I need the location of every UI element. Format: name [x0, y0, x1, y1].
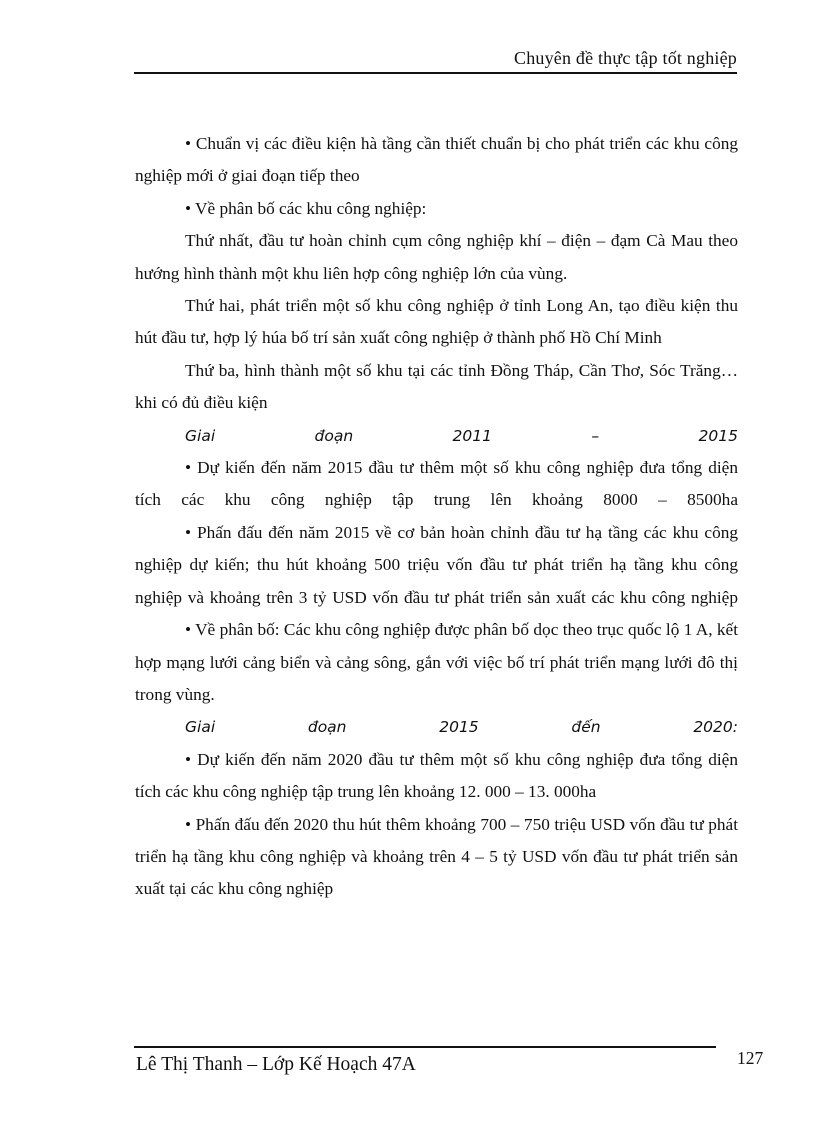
footer-divider — [134, 1046, 716, 1048]
paragraph-7: • Dự kiến đến năm 2015 đầu tư thêm một số khu công nghiệp đưa tổng diện tích các khu công nghiệp tập trung lên khoảng 8000 – 8500ha — [135, 458, 738, 510]
paragraph-3: Thứ nhất, đầu tư hoàn chỉnh cụm công nghiệp khí – điện – đạm Cà Mau theo hướng hình thành một khu liên hợp công nghiệp lớn của vùng. — [135, 231, 738, 283]
period-heading-2015-2020: Giai đoạn 2015 đến 2020: — [185, 718, 738, 737]
paragraph-12: • Phấn đấu đến 2020 thu hút thêm khoảng 700 – 750 triệu USD vốn đầu tư phát triển hạ tầng khu công nghiệp và khoảng trên 4 – 5 tỷ USD vốn đầu tư phát triển sản xuất tại các khu công nghiệp — [135, 814, 738, 899]
paragraph-2: • Về phân bố các khu công nghiệp: — [185, 198, 427, 218]
paragraph-11: • Dự kiến đến năm 2020 đầu tư thêm một số khu công nghiệp đưa tổng diện tích các khu công nghiệp tập trung lên khoảng 12. 000 – 13. 000ha — [135, 749, 738, 802]
paragraph-4: Thứ hai, phát triển một số khu công nghiệp ở tỉnh Long An, tạo điều kiện thu hút đầu tư, hợp lý húa bố trí sản xuất công nghiệp ở thành phố Hồ Chí Minh — [135, 296, 738, 348]
paragraph-8: • Phấn đấu đến năm 2015 về cơ bản hoàn chỉnh đầu tư hạ tầng các khu công nghiệp dự kiến; thu hút khoảng 500 triệu vốn đầu tư phát triển hạ tầng khu công nghiệp và khoảng trên 3 tỷ USD vốn đầu tư phát triển sản xuất các khu công nghiệp — [135, 522, 738, 607]
header-divider — [134, 72, 737, 74]
paragraph-5: Thứ ba, hình thành một số khu tại các tỉnh Đồng Tháp, Cần Thơ, Sóc Trăng… khi có đủ điều kiện — [135, 360, 738, 413]
header-title: Chuyên đề thực tập tốt nghiệp — [513, 48, 737, 68]
page-number: 127 — [737, 1048, 764, 1068]
period-heading-2011-2015: Giai đoạn 2011 – 2015 — [185, 426, 738, 445]
document-body — [135, 128, 738, 906]
footer-author: Lê Thị Thanh – Lớp Kế Hoạch 47A — [136, 1054, 416, 1075]
paragraph-9: • Về phân bố: Các khu công nghiệp được phân bố dọc theo trục quốc lộ 1 A, kết hợp mạng lưới cảng biển và cảng sông, gắn với việc bố trí phát triển mạng lưới đô thị trong vùng. — [135, 620, 738, 704]
paragraph-1: • Chuẩn vị các điều kiện hà tầng cần thiết chuẩn bị cho phát triển các khu công nghiệp mới ở giai đoạn tiếp theo — [135, 134, 738, 186]
